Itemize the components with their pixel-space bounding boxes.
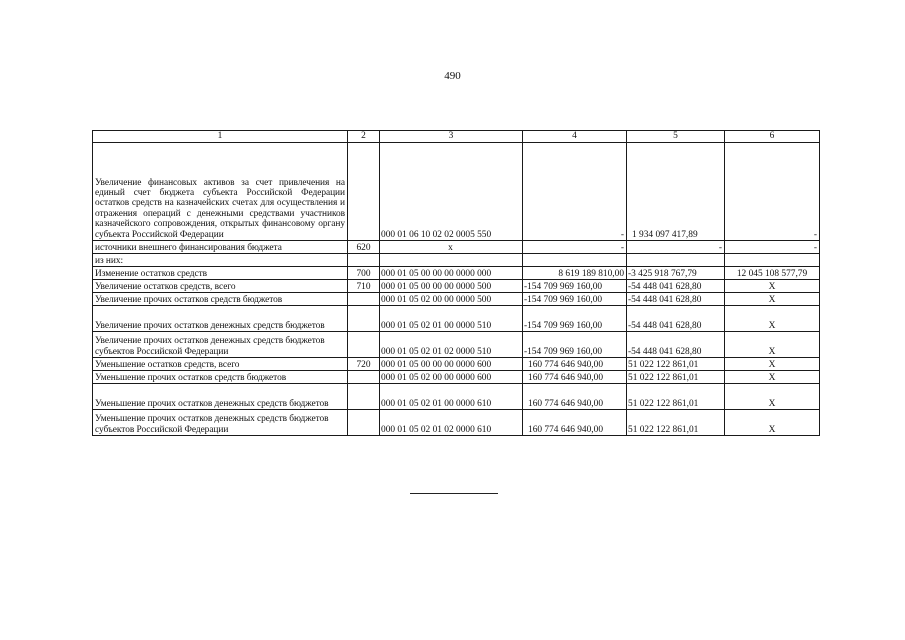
row-line-code: 620 xyxy=(348,241,380,254)
row-value-col5: 51 022 122 861,01 xyxy=(627,410,725,436)
row-line-code xyxy=(348,143,380,241)
row-line-code xyxy=(348,293,380,306)
table-row xyxy=(93,293,820,306)
row-name: Увеличение прочих остатков средств бюджетов xyxy=(93,293,348,306)
table-row xyxy=(93,254,820,267)
row-value-col5: -54 448 041 628,80 xyxy=(627,332,725,358)
row-name: источники внешнего финансирования бюджета xyxy=(93,241,348,254)
row-value-col6: X xyxy=(725,358,820,371)
row-value-col4: 160 774 646 940,00 xyxy=(523,358,627,371)
header-cell-5: 5 xyxy=(627,131,725,143)
row-line-code: 710 xyxy=(348,280,380,293)
row-name: Увеличение остатков средств, всего xyxy=(93,280,348,293)
row-value-col6: X xyxy=(725,371,820,384)
table-header-row xyxy=(93,131,820,143)
row-line-code xyxy=(348,371,380,384)
row-value-col5: 51 022 122 861,01 xyxy=(627,384,725,410)
row-name: Изменение остатков средств xyxy=(93,267,348,280)
row-line-code xyxy=(348,384,380,410)
row-budget-code: x xyxy=(380,241,523,254)
row-value-col6: X xyxy=(725,410,820,436)
row-budget-code: 000 01 05 02 01 00 0000 510 xyxy=(380,306,523,332)
row-budget-code: 000 01 05 02 00 00 0000 500 xyxy=(380,293,523,306)
header-cell-3: 3 xyxy=(380,131,523,143)
row-budget-code xyxy=(380,254,523,267)
row-value-col4: 160 774 646 940,00 xyxy=(523,371,627,384)
row-budget-code: 000 01 05 00 00 00 0000 600 xyxy=(380,358,523,371)
page-number: 490 xyxy=(444,70,461,82)
row-value-col5: -54 448 041 628,80 xyxy=(627,280,725,293)
row-line-code xyxy=(348,254,380,267)
header-cell-4: 4 xyxy=(523,131,627,143)
row-name: Уменьшение прочих остатков средств бюджетов xyxy=(93,371,348,384)
row-value-col5: -54 448 041 628,80 xyxy=(627,306,725,332)
row-value-col4: 160 774 646 940,00 xyxy=(523,384,627,410)
row-value-col6: - xyxy=(725,241,820,254)
row-budget-code: 000 01 05 02 01 00 0000 610 xyxy=(380,384,523,410)
row-value-col6: X xyxy=(725,306,820,332)
row-budget-code: 000 01 06 10 02 02 0005 550 xyxy=(380,143,523,241)
header-cell-6: 6 xyxy=(725,131,820,143)
row-budget-code: 000 01 05 00 00 00 0000 500 xyxy=(380,280,523,293)
row-value-col4: -154 709 969 160,00 xyxy=(523,306,627,332)
header-cell-1: 1 xyxy=(93,131,348,143)
table-row xyxy=(93,241,820,254)
row-name: Уменьшение прочих остатков денежных средств бюджетов xyxy=(93,384,348,410)
row-budget-code: 000 01 05 00 00 00 0000 000 xyxy=(380,267,523,280)
table-row xyxy=(93,143,820,241)
row-value-col6: 12 045 108 577,79 xyxy=(725,267,820,280)
row-name: Увеличение финансовых активов за счет привлечения на единый счет бюджета субъекта Российской Федерации остатков средств на казначейских счетах для осуществления и отражения операций с денежными средствами участников казначейского сопровождения, открытых финансовому органу субъекта Российской Федерации xyxy=(93,143,348,241)
table-row xyxy=(93,358,820,371)
row-line-code xyxy=(348,410,380,436)
table-row xyxy=(93,371,820,384)
row-value-col6: - xyxy=(725,143,820,241)
table-row xyxy=(93,267,820,280)
row-value-col5: 1 934 097 417,89 xyxy=(627,143,725,241)
row-value-col6: X xyxy=(725,293,820,306)
header-cell-2: 2 xyxy=(348,131,380,143)
row-name: Уменьшение остатков средств, всего xyxy=(93,358,348,371)
row-budget-code: 000 01 05 02 00 00 0000 600 xyxy=(380,371,523,384)
row-value-col5: - xyxy=(627,241,725,254)
table-row xyxy=(93,332,820,358)
row-name: Увеличение прочих остатков денежных средств бюджетов субъектов Российской Федерации xyxy=(93,332,348,358)
row-value-col4 xyxy=(523,254,627,267)
row-name: Увеличение прочих остатков денежных средств бюджетов xyxy=(93,306,348,332)
row-value-col6: X xyxy=(725,384,820,410)
row-value-col5: -3 425 918 767,79 xyxy=(627,267,725,280)
table-row xyxy=(93,280,820,293)
row-value-col5: 51 022 122 861,01 xyxy=(627,371,725,384)
row-value-col4: -154 709 969 160,00 xyxy=(523,332,627,358)
row-value-col4: 8 619 189 810,00 xyxy=(523,267,627,280)
row-value-col4: 160 774 646 940,00 xyxy=(523,410,627,436)
row-line-code xyxy=(348,332,380,358)
row-line-code: 720 xyxy=(348,358,380,371)
row-line-code xyxy=(348,306,380,332)
row-value-col4: -154 709 969 160,00 xyxy=(523,293,627,306)
row-value-col4: - xyxy=(523,143,627,241)
table-row xyxy=(93,306,820,332)
row-value-col6 xyxy=(725,254,820,267)
row-value-col5 xyxy=(627,254,725,267)
report-table xyxy=(92,130,820,436)
row-value-col6: X xyxy=(725,332,820,358)
row-name: Уменьшение прочих остатков денежных средств бюджетов субъектов Российской Федерации xyxy=(93,410,348,436)
row-value-col6: X xyxy=(725,280,820,293)
row-value-col5: 51 022 122 861,01 xyxy=(627,358,725,371)
row-value-col5: -54 448 041 628,80 xyxy=(627,293,725,306)
row-value-col4: -154 709 969 160,00 xyxy=(523,280,627,293)
table-row xyxy=(93,384,820,410)
row-value-col4: - xyxy=(523,241,627,254)
row-budget-code: 000 01 05 02 01 02 0000 610 xyxy=(380,410,523,436)
row-name: из них: xyxy=(93,254,348,267)
footnote-divider xyxy=(410,493,498,494)
row-line-code: 700 xyxy=(348,267,380,280)
table-row xyxy=(93,410,820,436)
row-budget-code: 000 01 05 02 01 02 0000 510 xyxy=(380,332,523,358)
